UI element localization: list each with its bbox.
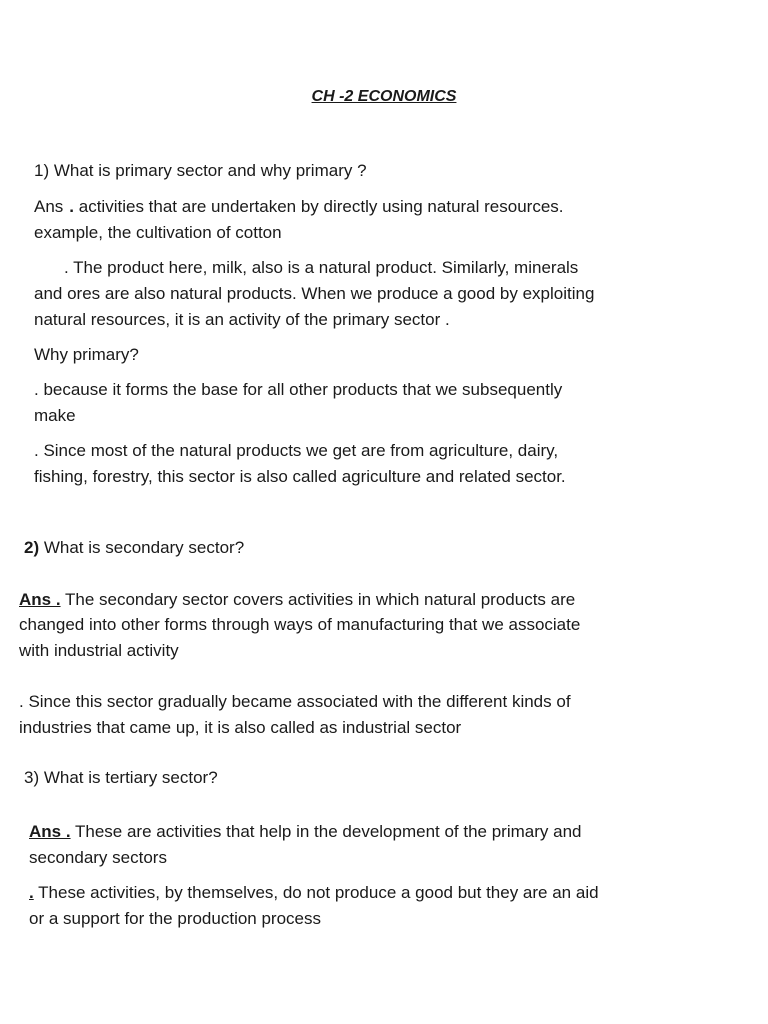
q1-answer-label: Ans [34, 197, 64, 216]
q1-para2-line-3: natural resources, it is an activity of the primary sector . [34, 310, 450, 329]
q1-para2-line-2: and ores are also natural products. When we produce a good by exploiting [34, 284, 595, 303]
q3-para2-dot: . [29, 883, 34, 902]
q1-para2-line-1: . The product here, milk, also is a natural product. Similarly, minerals [64, 258, 579, 277]
q2-question-text: What is secondary sector? [39, 538, 245, 557]
q3-answer-line-2: secondary sectors [29, 848, 167, 867]
q1-answer-line-1 [34, 194, 564, 220]
q3-answer-label: Ans . [29, 822, 71, 841]
q1-answer-text-1: activities that are undertaken by directly using natural resources. [74, 197, 564, 216]
q2-answer-line-1 [19, 587, 575, 613]
q3-para2-text-1: These activities, by themselves, do not produce a good but they are an aid [33, 883, 599, 902]
document-title: CH -2 ECONOMICS [311, 88, 457, 105]
q1-answer-dot: . [69, 197, 75, 216]
q2-para2-line-2: industries that came up, it is also called as industrial sector [19, 718, 462, 737]
question-2 [24, 535, 244, 561]
q1-why-primary: Why primary? [34, 345, 139, 364]
q1-para3-line-1: . because it forms the base for all other products that we subsequently [34, 380, 563, 399]
q3-answer-text-1: These are activities that help in the development of the primary and [70, 822, 582, 841]
q2-number: 2) [24, 538, 40, 557]
q3-answer-line-1 [29, 819, 581, 845]
question-3: 3) What is tertiary sector? [24, 768, 218, 787]
q2-answer-line-3: with industrial activity [19, 641, 179, 660]
q1-para3-line-2: make [34, 406, 76, 425]
question-1: 1) What is primary sector and why primary ? [34, 161, 367, 180]
q1-para4-line-2: fishing, forestry, this sector is also called agriculture and related sector. [34, 467, 566, 486]
q3-para2-line-2: or a support for the production process [29, 909, 321, 928]
q2-para2-line-1: . Since this sector gradually became associated with the different kinds of [19, 692, 571, 711]
q2-answer-line-2: changed into other forms through ways of manufacturing that we associate [19, 615, 581, 634]
q1-para4-line-1: . Since most of the natural products we get are from agriculture, dairy, [34, 441, 559, 460]
q1-answer-line-2: example, the cultivation of cotton [34, 223, 282, 242]
q3-para2-line-1 [29, 880, 599, 906]
q2-answer-text-1: The secondary sector covers activities in which natural products are [60, 590, 576, 609]
q2-answer-label: Ans . [19, 590, 61, 609]
